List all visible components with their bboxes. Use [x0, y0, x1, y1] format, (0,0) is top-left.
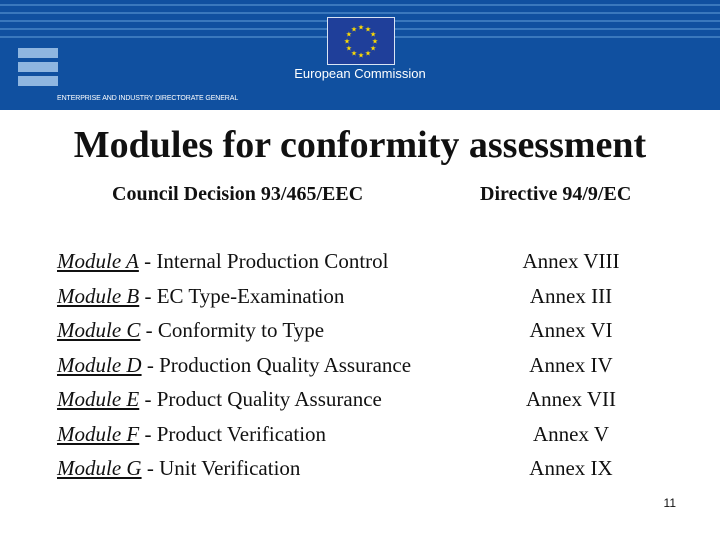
module-list: [57, 248, 411, 490]
header-banner: [0, 0, 720, 110]
module-row: [57, 352, 411, 387]
slide-title: Modules for conformity assessment: [73, 124, 647, 166]
column-heading-directive: Directive 94/9/EC: [480, 183, 632, 205]
flag-star-icon: ★: [369, 30, 377, 39]
flag-star-icon: ★: [343, 37, 351, 46]
annex-list: [491, 248, 651, 490]
flag-star-icon: ★: [364, 49, 372, 58]
module-name: Module E: [57, 387, 140, 411]
module-name: Module F: [57, 421, 140, 446]
module-name: Module G: [57, 456, 142, 480]
module-row: [57, 386, 411, 421]
module-description: - Product Verification: [139, 421, 327, 446]
flag-star-icon: ★: [345, 44, 353, 53]
annex-item: Annex V: [532, 421, 610, 446]
module-row: [57, 455, 411, 490]
module-name: Module D: [57, 352, 142, 377]
flag-star-icon: ★: [371, 37, 379, 46]
module-row: [57, 421, 411, 456]
annex-item: Annex IX: [529, 456, 613, 480]
annex-item: Annex VIII: [522, 249, 620, 273]
module-description: - Unit Verification: [141, 456, 301, 480]
module-description: - Product Quality Assurance: [139, 387, 382, 411]
header-blocks: [18, 48, 58, 90]
module-row: [57, 283, 411, 318]
module-name: Module C: [57, 318, 141, 342]
header-stripe: [0, 12, 720, 14]
module-row: [57, 248, 411, 283]
module-name: Module B: [57, 283, 140, 308]
flag-star-icon: ★: [369, 44, 377, 53]
flag-star-icon: ★: [350, 25, 358, 34]
annex-item: Annex IV: [529, 352, 613, 377]
annex-item: Annex VI: [529, 318, 613, 342]
flag-star-icon: ★: [357, 23, 365, 32]
directorate-name: ENTERPRISE AND INDUSTRY DIRECTORATE GENERAL: [57, 95, 239, 102]
flag-star-icon: ★: [357, 51, 365, 60]
column-heading-decision: Council Decision 93/465/EEC: [112, 183, 364, 205]
flag-star-icon: ★: [345, 30, 353, 39]
module-description: - EC Type-Examination: [139, 283, 345, 308]
page-number: 11: [663, 496, 676, 510]
header-stripe: [0, 4, 720, 6]
module-row: [57, 317, 411, 352]
annex-item: Annex VII: [525, 387, 616, 411]
organization-name: European Commission: [294, 66, 426, 81]
flag-star-icon: ★: [364, 25, 372, 34]
flag-star-icon: ★: [350, 49, 358, 58]
module-name: Module A: [57, 249, 139, 273]
annex-item: Annex III: [529, 283, 613, 308]
module-description: - Conformity to Type: [140, 318, 325, 342]
eu-flag-icon: [327, 17, 395, 65]
module-description: - Production Quality Assurance: [141, 352, 412, 377]
module-description: - Internal Production Control: [138, 249, 389, 273]
